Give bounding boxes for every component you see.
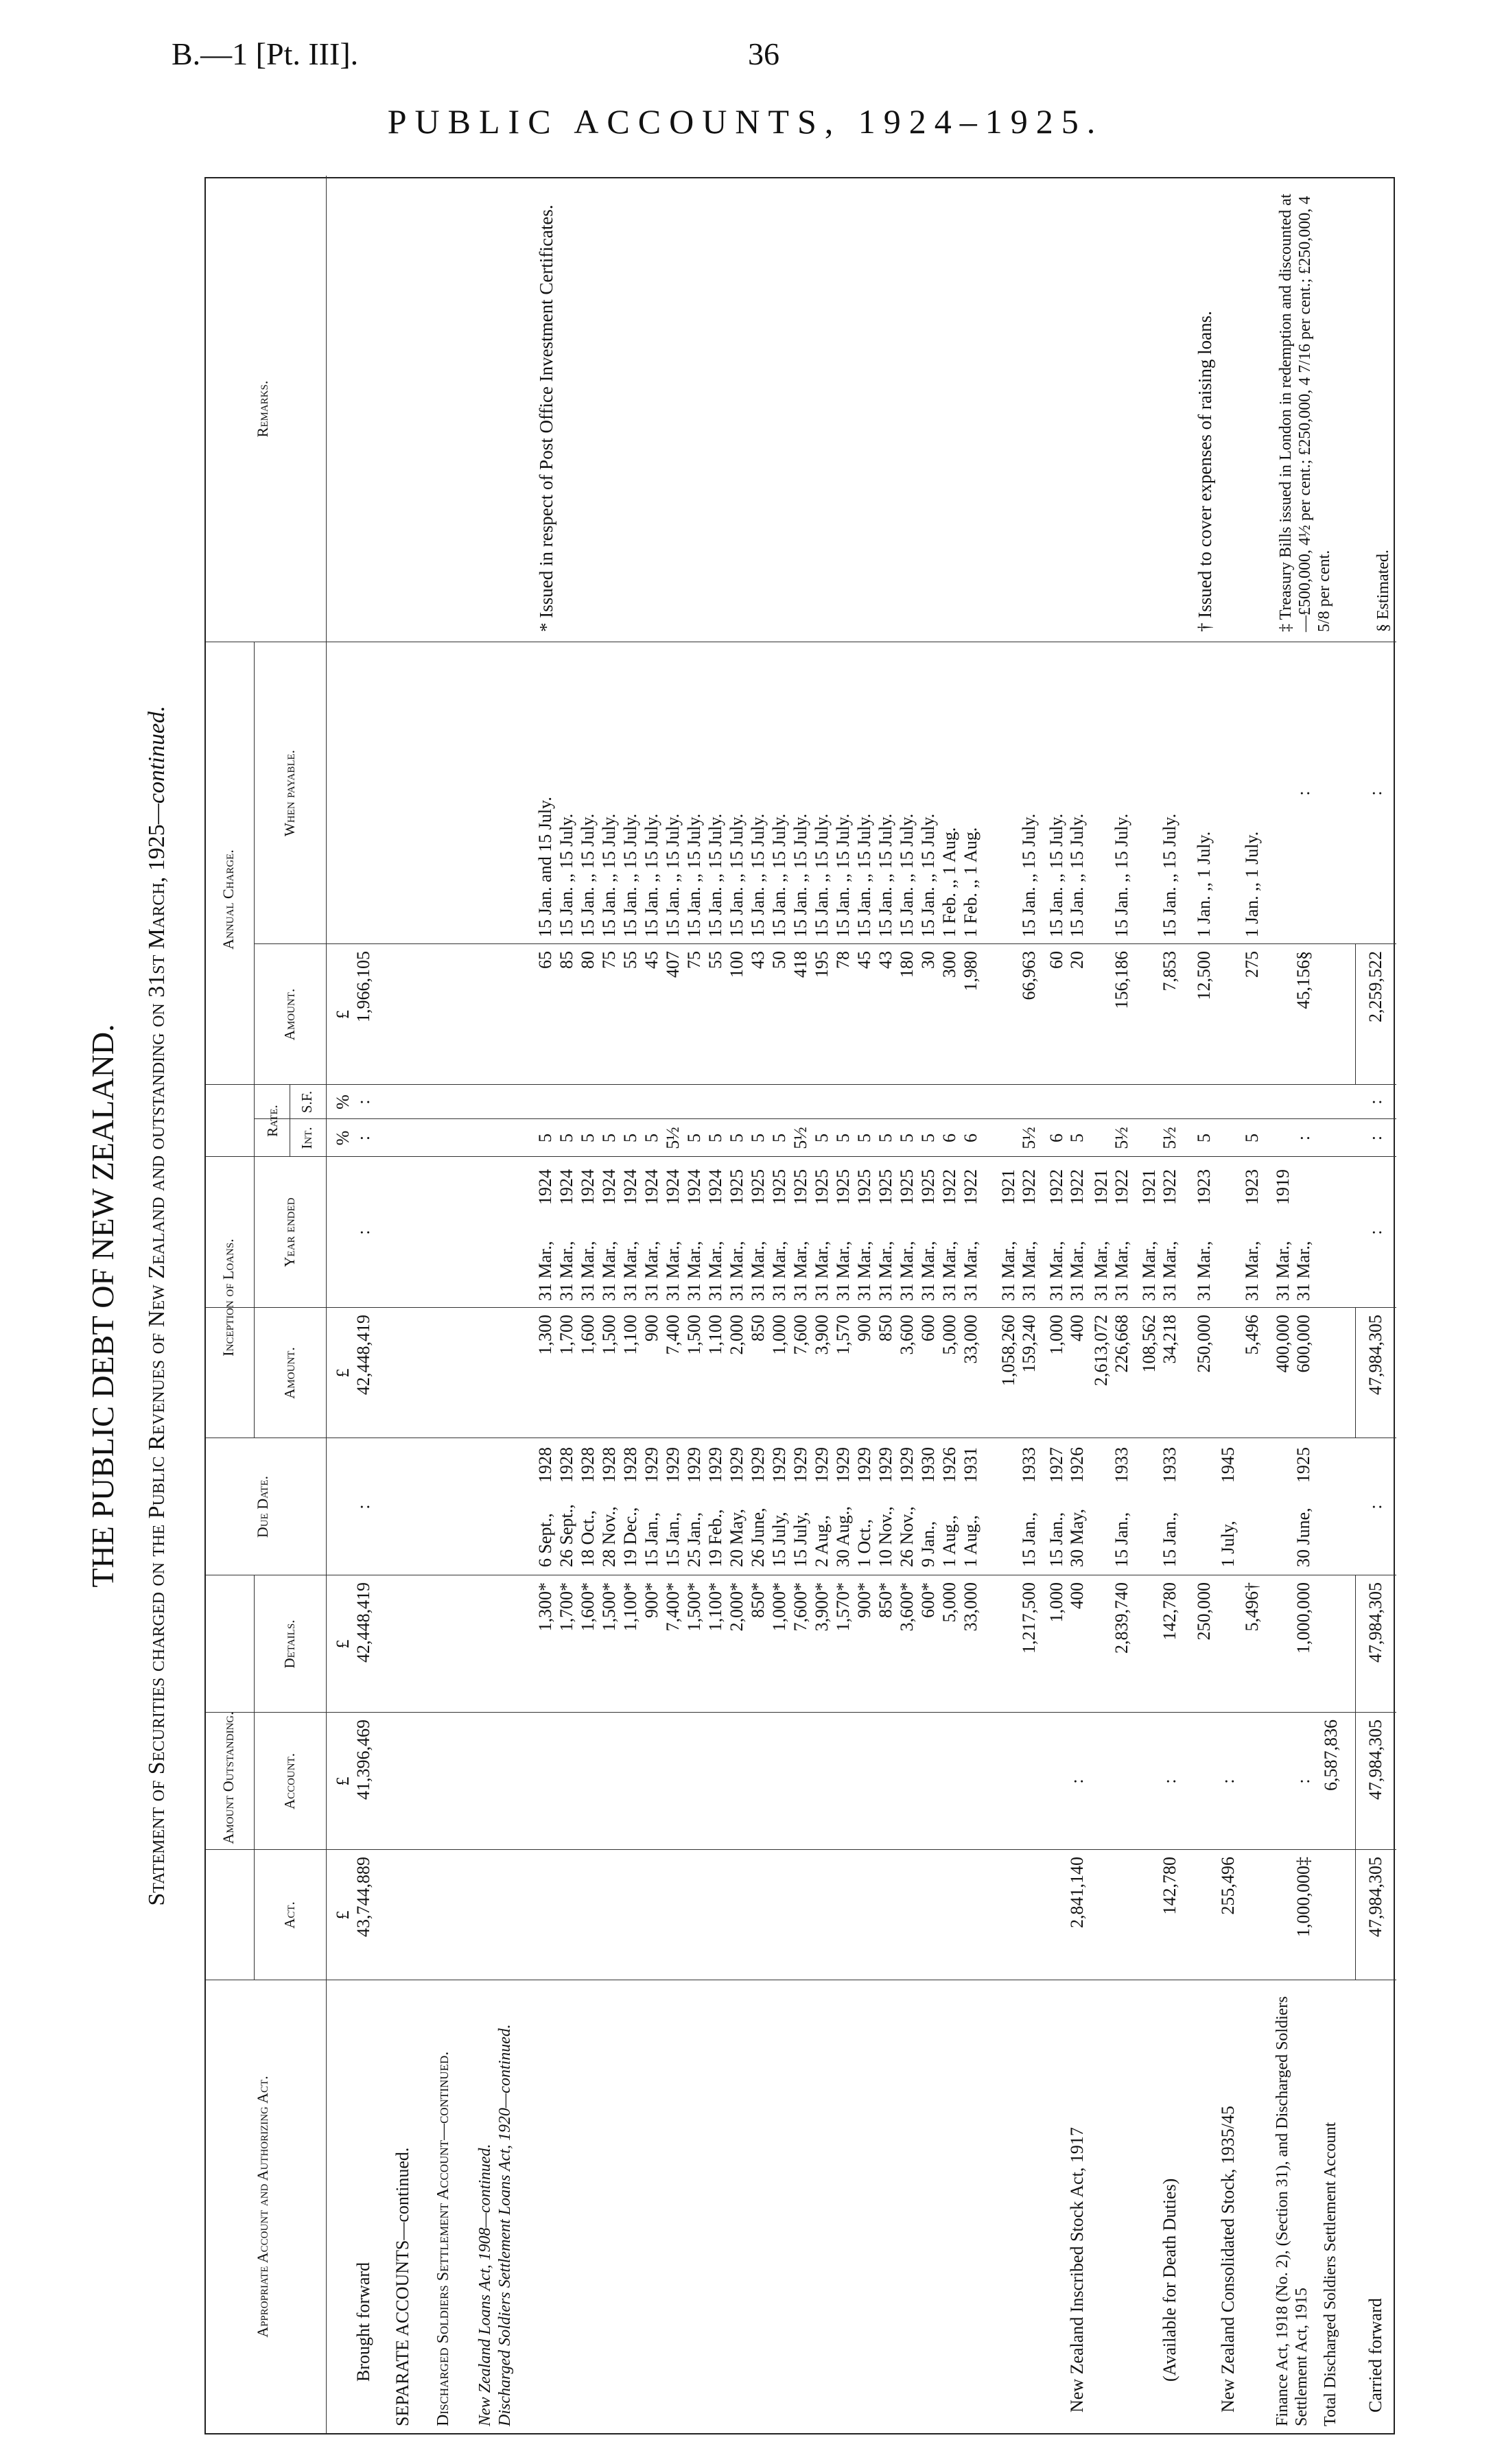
loan-year: 31 Mar., (578, 1241, 598, 1301)
loan-due-yr: 1930 (918, 1447, 938, 1483)
loan-inc: 1,500 (599, 1315, 619, 1355)
loan-due: 20 May, (727, 1509, 747, 1567)
loan-due-yr: 1929 (897, 1447, 917, 1483)
loan-yr: 1925 (769, 1169, 789, 1205)
loan-ac: 100 (727, 951, 747, 978)
loan-ac: 50 (769, 951, 789, 969)
loan-details: 3,600* (897, 1582, 917, 1632)
loan-row (663, 176, 683, 2433)
loan-ac: 85 (556, 951, 576, 969)
loan-yr: 1925 (876, 1169, 895, 1205)
header-due-date: Due Date. (254, 1475, 271, 1538)
loan-details: 1,500* (599, 1582, 619, 1632)
loan-details: 1,000* (769, 1582, 789, 1632)
loan-details: 1,700* (556, 1582, 576, 1632)
loan-row (620, 176, 641, 2433)
loan-inc: 900 (642, 1315, 661, 1341)
loan-details: 1,600* (578, 1582, 598, 1632)
loan-due: 1 Aug., (961, 1515, 981, 1567)
loan-due-yr: 1929 (727, 1447, 747, 1483)
loan-int: 5 (535, 1134, 555, 1142)
remark-star: * Issued in respect of Post Office Investment Certificates. (536, 204, 556, 632)
header-amount-outstanding: Amount Outstanding. (220, 1711, 237, 1844)
header-act: Act. (281, 1901, 298, 1929)
nz-inscribed-row-1: 1,000 15 Jan., 1927 1,000 31 Mar., 1922 6 60 15 Jan. ,, 15 July. (1046, 813, 1066, 1623)
remark-section: § Estimated. (1374, 550, 1392, 632)
loan-yr: 1925 (854, 1169, 874, 1205)
loan-due-yr: 1931 (961, 1447, 981, 1483)
loan-yr: 1924 (620, 1169, 640, 1205)
loan-year: 31 Mar., (769, 1241, 789, 1301)
loan-details: 600* (918, 1582, 938, 1618)
loan-pay: 15 Jan. ,, 15 July. (663, 813, 683, 937)
death-duties-row-1: 108,562 31 Mar., 1921 (1139, 1169, 1159, 1373)
header-inception: Inception of Loans. (220, 1239, 237, 1357)
loan-year: 31 Mar., (727, 1241, 747, 1301)
loan-int: 5 (854, 1134, 874, 1142)
loan-int: 5 (769, 1134, 789, 1142)
loan-due-yr: 1929 (748, 1447, 768, 1483)
loan-pay: 15 Jan. ,, 15 July. (684, 813, 704, 937)
loan-details: 7,600* (790, 1582, 810, 1632)
loan-pay: 15 Jan. ,, 15 July. (727, 813, 747, 937)
loan-int: 5 (556, 1134, 576, 1142)
loan-ac: 65 (535, 951, 555, 969)
loan-row (748, 176, 768, 2433)
loan-pay: 15 Jan. ,, 15 July. (876, 813, 895, 937)
loan-year: 31 Mar., (620, 1241, 640, 1301)
loan-ac: 407 (663, 951, 683, 978)
loan-pay: 15 Jan. ,, 15 July. (918, 813, 938, 937)
loan-yr: 1924 (578, 1169, 598, 1205)
loan-int: 5 (812, 1134, 832, 1142)
loan-yr: 1924 (599, 1169, 619, 1205)
loan-row (918, 176, 939, 2433)
loan-yr: 1922 (961, 1169, 981, 1205)
loan-yr: 1924 (705, 1169, 725, 1205)
loan-due-yr: 1929 (876, 1447, 895, 1483)
loan-due-yr: 1929 (854, 1447, 874, 1483)
loan-inc: 850 (876, 1315, 895, 1341)
loan-due: 10 Nov., (876, 1506, 895, 1567)
loan-inc: 1,000 (769, 1315, 789, 1355)
loan-row (705, 176, 726, 2433)
finance-row-2: 1,000,000‡ : 1,000,000 30 June, 1925 600,000 31 Mar., : 45,156§ : (1293, 790, 1313, 1937)
loan-year: 31 Mar., (642, 1241, 661, 1301)
loan-int: 5 (684, 1134, 704, 1142)
header-appropriate: Appropriate Account and Authorizing Act. (254, 2076, 271, 2338)
loan-pay: 15 Jan. ,, 15 July. (833, 813, 853, 937)
loan-row (684, 176, 705, 2433)
loan-int: 5 (918, 1134, 938, 1142)
loan-year: 31 Mar., (897, 1241, 917, 1301)
loan-yr: 1924 (642, 1169, 661, 1205)
loan-inc: 1,300 (535, 1315, 555, 1355)
loan-due-yr: 1928 (599, 1447, 619, 1483)
page-reference: B.—1 [Pt. III]. (172, 36, 359, 71)
loan-inc: 2,000 (727, 1315, 747, 1355)
loan-int: 5 (727, 1134, 747, 1142)
header-year-ended: Year ended (281, 1197, 298, 1267)
section-separate-accounts: SEPARATE ACCOUNTS—continued. (392, 2147, 412, 2426)
loan-row (854, 176, 875, 2433)
loan-pay: 15 Jan. ,, 15 July. (748, 813, 768, 937)
loan-details: 3,900* (812, 1582, 832, 1632)
loan-due: 15 July, (790, 1512, 810, 1567)
loan-ac: 43 (876, 951, 895, 969)
loan-int: 6 (939, 1134, 959, 1142)
header-annual-charge: Annual Charge. (220, 849, 237, 950)
loan-details: 1,570* (833, 1582, 853, 1632)
loan-ac: 45 (854, 951, 874, 969)
running-head: PUBLIC ACCOUNTS, 1924–1925. (387, 102, 1104, 141)
header-details: Details. (281, 1619, 298, 1669)
loan-pay: 15 Jan. ,, 15 July. (897, 813, 917, 937)
loan-int: 5 (897, 1134, 917, 1142)
loan-details: 1,500* (684, 1582, 704, 1632)
loan-ac: 300 (939, 951, 959, 978)
loan-int: 5 (599, 1134, 619, 1142)
loan-due: 15 July, (769, 1512, 789, 1567)
loan-yr: 1925 (790, 1169, 810, 1205)
loan-due-yr: 1929 (663, 1447, 683, 1483)
loan-yr: 1925 (727, 1169, 747, 1205)
loan-row (790, 176, 811, 2433)
loan-inc: 1,600 (578, 1315, 598, 1355)
loan-due-yr: 1928 (556, 1447, 576, 1483)
loan-due: 1 Oct., (854, 1518, 874, 1567)
loan-row (727, 176, 747, 2433)
page-number: 36 (748, 36, 779, 71)
header-when-payable: When payable. (281, 750, 298, 836)
loan-year: 31 Mar., (961, 1241, 981, 1301)
header-account: Account. (281, 1752, 298, 1810)
header-remarks: Remarks. (254, 380, 271, 438)
loan-int: 5½ (663, 1127, 683, 1149)
loan-row (876, 176, 896, 2433)
debt-table (204, 177, 1395, 2434)
loan-details: 1,100* (705, 1582, 725, 1632)
loan-yr: 1924 (556, 1169, 576, 1205)
loan-yr: 1925 (918, 1169, 938, 1205)
loan-due-yr: 1929 (642, 1447, 661, 1483)
consolidated-row-3: 5,496† 5,496 31 Mar., 1923 5 275 1 Jan. ,, 1 July. (1242, 831, 1262, 1632)
rotated-table-region (85, 170, 1405, 2441)
loan-due-yr: 1926 (939, 1447, 959, 1483)
loan-pay: 1 Feb. ,, 1 Aug. (961, 827, 981, 937)
loan-inc: 3,900 (812, 1315, 832, 1355)
loan-year: 31 Mar., (833, 1241, 853, 1301)
loan-pay: 15 Jan. and 15 July. (535, 797, 555, 937)
loan-year: 31 Mar., (918, 1241, 938, 1301)
loan-ac: 1,980 (961, 951, 981, 992)
loan-yr: 1925 (897, 1169, 917, 1205)
loan-due: 26 Nov., (897, 1506, 917, 1567)
loan-due-yr: 1928 (578, 1447, 598, 1483)
loan-due-yr: 1929 (684, 1447, 704, 1483)
loan-yr: 1922 (939, 1169, 959, 1205)
loan-int: 6 (961, 1134, 981, 1142)
loan-due-yr: 1929 (833, 1447, 853, 1483)
loan-inc: 1,500 (684, 1315, 704, 1355)
loan-ac: 78 (833, 951, 853, 969)
loan-due: 1 Aug., (939, 1515, 959, 1567)
loan-inc: 850 (748, 1315, 768, 1341)
loan-inc: 7,600 (790, 1315, 810, 1355)
finance-row-1: Finance Act, 1918 (No. 2), (Section 31), and Discharged Soldiers Settlement Act, 1915 400,000 31 Mar., 1919 (1273, 1169, 1311, 2426)
loan-year: 31 Mar., (939, 1241, 959, 1301)
loan-yr: 1924 (684, 1169, 704, 1205)
loan-year: 31 Mar., (556, 1241, 576, 1301)
loan-due-yr: 1929 (790, 1447, 810, 1483)
consolidated-row-2: New Zealand Consolidated Stock, 1935/45 255,496 : 1 July, 1945 (1218, 1447, 1238, 2413)
loan-pay: 1 Feb. ,, 1 Aug. (939, 827, 959, 937)
table-subtitle: Statement of Securities charged on the Public Revenues of New Zealand and outstanding on 31st March, 1925—continued. (144, 705, 169, 1906)
header-annual-amount: Amount. (281, 988, 298, 1041)
loan-details: 5,000 (939, 1582, 959, 1623)
loan-ac: 55 (705, 951, 725, 969)
loan-inc: 3,600 (897, 1315, 917, 1355)
loan-row (556, 176, 577, 2433)
loan-yr: 1925 (812, 1169, 832, 1205)
loan-inc: 1,570 (833, 1315, 853, 1355)
loan-int: 5½ (790, 1127, 810, 1149)
loan-inc: 600 (918, 1315, 938, 1341)
loan-details: 900* (854, 1582, 874, 1618)
loan-year: 31 Mar., (705, 1241, 725, 1301)
loan-details: 2,000* (727, 1582, 747, 1632)
remark-dagger: † Issued to cover expenses of raising loans. (1195, 311, 1215, 632)
loan-due-yr: 1929 (769, 1447, 789, 1483)
loan-due: 28 Nov., (599, 1506, 619, 1567)
loan-row (642, 176, 662, 2433)
loan-year: 31 Mar., (812, 1241, 832, 1301)
remark-double-dagger: ‡ Treasury Bills issued in London in redemption and discounted at—£500,000, 4½ per cent.; £250,000, 4 7/16 per cent.; £250,000, 4 5/8 per cent. (1277, 193, 1333, 632)
header-int: Int. (298, 1127, 315, 1149)
loan-year: 31 Mar., (790, 1241, 810, 1301)
loan-int: 5 (748, 1134, 768, 1142)
loan-due: 30 Aug., (833, 1506, 853, 1567)
loan-pay: 15 Jan. ,, 15 July. (599, 813, 619, 937)
loan-due: 19 Feb., (705, 1509, 725, 1567)
carried-forward-row: Carried forward 47,984,305 47,984,305 47,984,305 : 47,984,305 : : : 2,259,522 : (1365, 790, 1385, 2413)
loan-ac: 180 (897, 951, 917, 978)
loan-pay: 15 Jan. ,, 15 July. (790, 813, 810, 937)
table-title: THE PUBLIC DEBT OF NEW ZEALAND. (85, 1024, 120, 1588)
loan-ac: 43 (748, 951, 768, 969)
loan-year: 31 Mar., (535, 1241, 555, 1301)
loan-due-yr: 1928 (535, 1447, 555, 1483)
loan-pay: 15 Jan. ,, 15 July. (620, 813, 640, 937)
section-dss-loans: Discharged Soldiers Settlement Loans Act, 1920—continued. (496, 2024, 514, 2426)
header-sf: S.F. (298, 1090, 315, 1114)
section-nz-loans: New Zealand Loans Act, 1908—continued. (476, 2144, 494, 2426)
loan-row (812, 176, 832, 2433)
loan-details: 900* (642, 1582, 661, 1618)
nz-inscribed-row-3: 2,613,072 31 Mar., 1921 (1091, 1169, 1111, 1386)
loan-details: 33,000 (961, 1582, 981, 1632)
loan-ac: 418 (790, 951, 810, 978)
loan-int: 5 (705, 1134, 725, 1142)
loan-int: 5 (876, 1134, 895, 1142)
loan-pay: 15 Jan. ,, 15 July. (705, 813, 725, 937)
loan-row (578, 176, 598, 2433)
loan-yr: 1925 (748, 1169, 768, 1205)
loan-due: 15 Jan., (663, 1512, 683, 1567)
loan-inc: 5,000 (939, 1315, 959, 1355)
loan-row (769, 176, 790, 2433)
loan-due: 19 Dec., (620, 1507, 640, 1567)
loan-due: 6 Sept., (535, 1513, 555, 1567)
loan-yr: 1924 (535, 1169, 555, 1205)
death-duties-row-2: (Available for Death Duties) 142,780 : 142,780 15 Jan., 1933 34,218 31 Mar., 1922 5½ 7,853 15 Jan. ,, 15 July. (1160, 813, 1179, 2382)
loan-int: 5 (578, 1134, 598, 1142)
loan-int: 5 (833, 1134, 853, 1142)
total-dss-row: Total Discharged Soldiers Settlement Account 6,587,836 (1321, 1720, 1341, 2426)
loan-inc: 1,100 (705, 1315, 725, 1355)
loan-due-yr: 1929 (705, 1447, 725, 1483)
loan-pay: 15 Jan. ,, 15 July. (642, 813, 661, 937)
loan-row (897, 176, 917, 2433)
loan-details: 7,400* (663, 1582, 683, 1632)
loan-due: 26 Sept., (556, 1504, 576, 1567)
loan-due: 26 June, (748, 1507, 768, 1567)
loan-inc: 900 (854, 1315, 874, 1341)
header-inception-amount: Amount. (281, 1347, 298, 1399)
loan-due: 15 Jan., (642, 1512, 661, 1567)
loan-details: 1,100* (620, 1582, 640, 1632)
loan-inc: 7,400 (663, 1315, 683, 1355)
loan-ac: 80 (578, 951, 598, 969)
loan-due: 25 Jan., (684, 1512, 704, 1567)
loan-inc: 33,000 (961, 1315, 981, 1364)
loan-yr: 1924 (663, 1169, 683, 1205)
loan-year: 31 Mar., (876, 1241, 895, 1301)
loan-details: 850* (876, 1582, 895, 1618)
group-a-row-2: 1,217,500 15 Jan., 1933 159,240 31 Mar., 1922 5½ 66,963 15 Jan. ,, 15 July. (1019, 813, 1039, 1654)
loan-int: 5 (642, 1134, 661, 1142)
loan-pay: 15 Jan. ,, 15 July. (769, 813, 789, 937)
loan-pay: 15 Jan. ,, 15 July. (578, 813, 598, 937)
group-a-row-1: 1,058,260 31 Mar., 1921 (998, 1169, 1018, 1386)
loan-yr: 1925 (833, 1169, 853, 1205)
nz-inscribed-row-4: 2,839,740 15 Jan., 1933 226,668 31 Mar., 1922 5½ 156,186 15 Jan. ,, 15 July. (1112, 813, 1131, 1654)
loan-row (961, 176, 981, 2433)
loan-ac: 30 (918, 951, 938, 969)
loan-pay: 15 Jan. ,, 15 July. (854, 813, 874, 937)
loan-inc: 1,100 (620, 1315, 640, 1355)
loan-due: 18 Oct., (578, 1510, 598, 1567)
loan-ac: 195 (812, 951, 832, 978)
loan-row (939, 176, 960, 2433)
loan-details: 850* (748, 1582, 768, 1618)
loan-ac: 75 (599, 951, 619, 969)
loan-year: 31 Mar., (599, 1241, 619, 1301)
loan-inc: 1,700 (556, 1315, 576, 1355)
loan-due: 2 Aug., (812, 1515, 832, 1567)
loan-pay: 15 Jan. ,, 15 July. (812, 813, 832, 937)
consolidated-row-1: 250,000 250,000 31 Mar., 1923 5 12,500 1 Jan. ,, 1 July. (1194, 831, 1214, 1641)
loan-due-yr: 1928 (620, 1447, 640, 1483)
loan-ac: 55 (620, 951, 640, 969)
loan-year: 31 Mar., (684, 1241, 704, 1301)
loan-year: 31 Mar., (748, 1241, 768, 1301)
loan-row (833, 176, 854, 2433)
loan-year: 31 Mar., (663, 1241, 683, 1301)
brought-forward-row: Brought forward 43,744,889 41,396,469 42,448,419 : 42,448,419 : : : 1,966,105 (353, 951, 373, 2382)
loan-pay: 15 Jan. ,, 15 July. (556, 813, 576, 937)
loan-due-yr: 1929 (812, 1447, 832, 1483)
nz-inscribed-row-2: New Zealand Inscribed Stock Act, 1917 2,841,140 : 400 30 May, 1926 400 31 Mar., 1922 5 20 15 Jan. ,, 15 July. (1067, 813, 1087, 2413)
unit-row: £ £ £ £ % % £ (333, 1010, 353, 1920)
loan-ac: 45 (642, 951, 661, 969)
loan-year: 31 Mar., (854, 1241, 874, 1301)
header-rate: Rate. (264, 1105, 281, 1137)
section-discharged-soldiers: Discharged Soldiers Settlement Account—continued. (434, 2051, 452, 2426)
loan-details: 1,300* (535, 1582, 555, 1632)
loan-ac: 75 (684, 951, 704, 969)
loan-int: 5 (620, 1134, 640, 1142)
loan-due: 9 Jan., (918, 1521, 938, 1567)
loan-row (599, 176, 620, 2433)
